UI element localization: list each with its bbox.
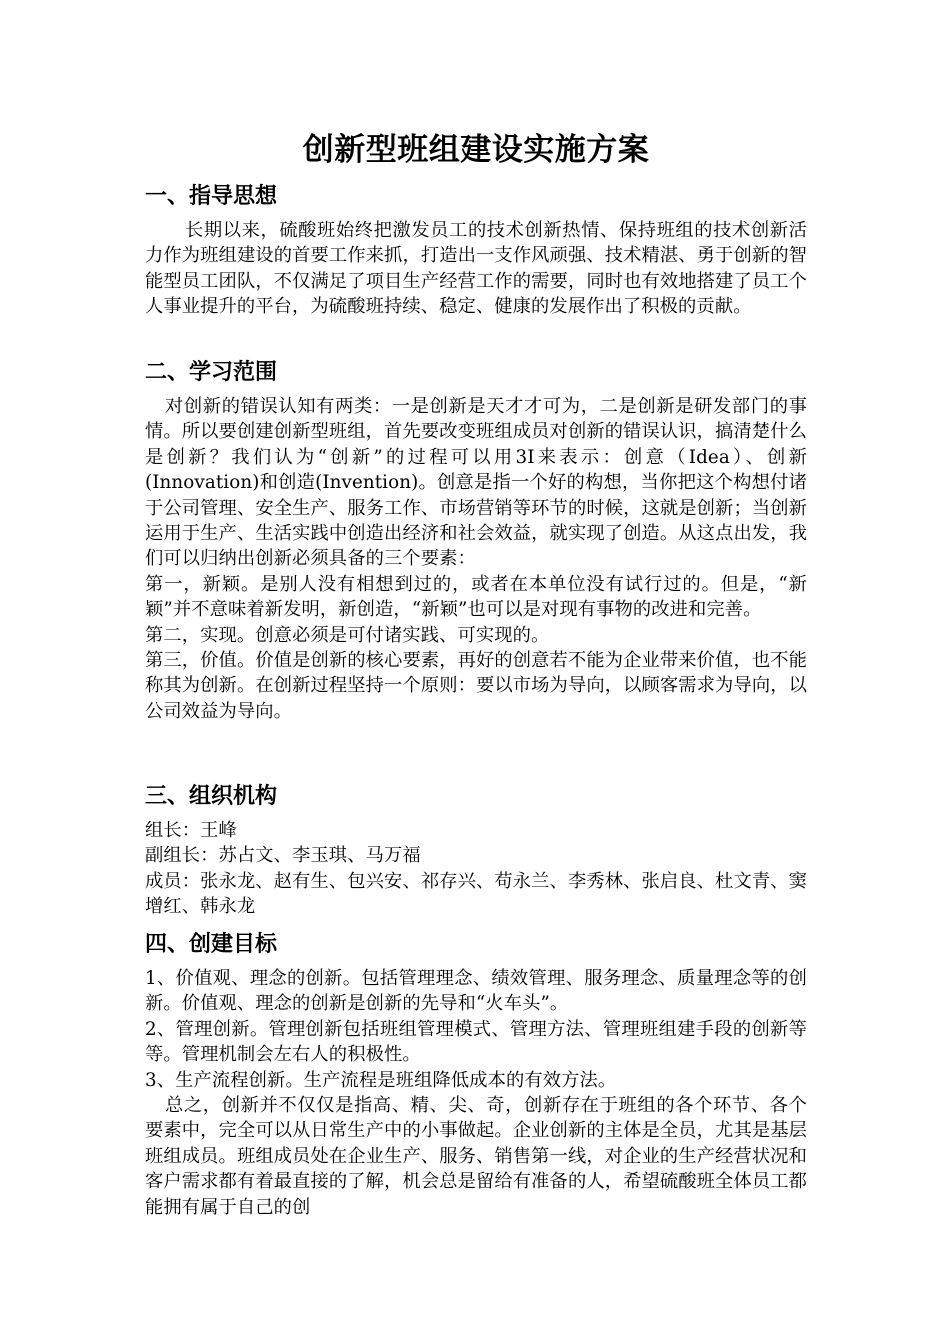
paragraph: 第一，新颖。是别人没有相想到过的，或者在本单位没有试行过的。但是，“新颖”并不意味着新发明，新创造，“新颖”也可以是对现有事物的改进和完善。	[145, 573, 807, 621]
paragraph: 对创新的错误认知有两类：一是创新是天才才可为，二是创新是研发部门的事情。所以要创建创新型班组，首先要改变班组成员对创新的错误认识，搞清楚什么是创新？我们认为“创新”的过程可以用3I来表示：创意（Idea）、创新(Innovation)和创造(Invention)。创意是指一个好的构想，当你把这个构想付诸于公司管理、安全生产、服务工作、市场营销等环节的时候，这就是创新；当创新运用于生产、生活实践中创造出经济和社会效益，就实现了创造。从这点出发，我们可以归纳出创新必须具备的三个要素：	[145, 396, 807, 570]
section-heading: 一、指导思想	[145, 184, 278, 209]
section-learning-scope	[145, 358, 807, 724]
list-item: 2、管理创新。管理创新包括班组管理模式、管理方法、管理班组建手段的创新等等。管理机制会左右人的积极性。	[145, 1018, 807, 1066]
team-members: 成员：张永龙、赵有生、包兴安、祁存兴、苟永兰、李秀林、张启良、杜文青、窦增红、韩永龙	[145, 870, 807, 918]
paragraph: 第三，价值。价值是创新的核心要素，再好的创意若不能为企业带来价值，也不能称其为创新。在创新过程坚持一个原则：要以市场为导向，以顾客需求为导向，以公司效益为导向。	[145, 650, 807, 722]
list-item: 1、价值观、理念的创新。包括管理理念、绩效管理、服务理念、质量理念等的创新。价值观、理念的创新是创新的先导和“火车头”。	[145, 968, 807, 1015]
deputy-team-leaders: 副组长：苏占文、李玉琪、马万福	[145, 845, 421, 867]
paragraph: 长期以来，硫酸班始终把激发员工的技术创新热情、保持班组的技术创新活力作为班组建设的首要工作来抓，打造出一支作风顽强、技术精湛、勇于创新的智能型员工团队，不仅满足了项目生产经营工作的需要，同时也有效地搭建了员工个人事业提升的平台，为硫酸班持续、稳定、健康的发展作出了积极的贡献。	[145, 220, 807, 318]
section-heading: 三、组织机构	[145, 784, 278, 809]
document-title: 创新型班组建设实施方案	[302, 132, 650, 168]
section-organization	[145, 782, 807, 920]
team-leader: 组长：王峰	[145, 820, 237, 841]
section-guiding-ideology	[145, 182, 807, 320]
section-heading: 四、创建目标	[145, 932, 278, 957]
list-item: 3、生产流程创新。生产流程是班组降低成本的有效方法。	[145, 1069, 617, 1091]
paragraph: 第二，实现。创意必须是可付诸实践、可实现的。	[145, 624, 550, 646]
section-goals	[145, 930, 807, 1220]
paragraph: 总之，创新并不仅仅是指高、精、尖、奇，创新存在于班组的各个环节、各个要素中，完全可以从日常生产中的小事做起。企业创新的主体是全员，尤其是基层班组成员。班组成员处在企业生产、服务、销售第一线，对企业的生产经营状况和客户需求都有着最直接的了解，机会总是留给有准备的人，希望硫酸班全体员工都能拥有属于自己的创	[145, 1095, 807, 1218]
section-heading: 二、学习范围	[145, 360, 278, 385]
